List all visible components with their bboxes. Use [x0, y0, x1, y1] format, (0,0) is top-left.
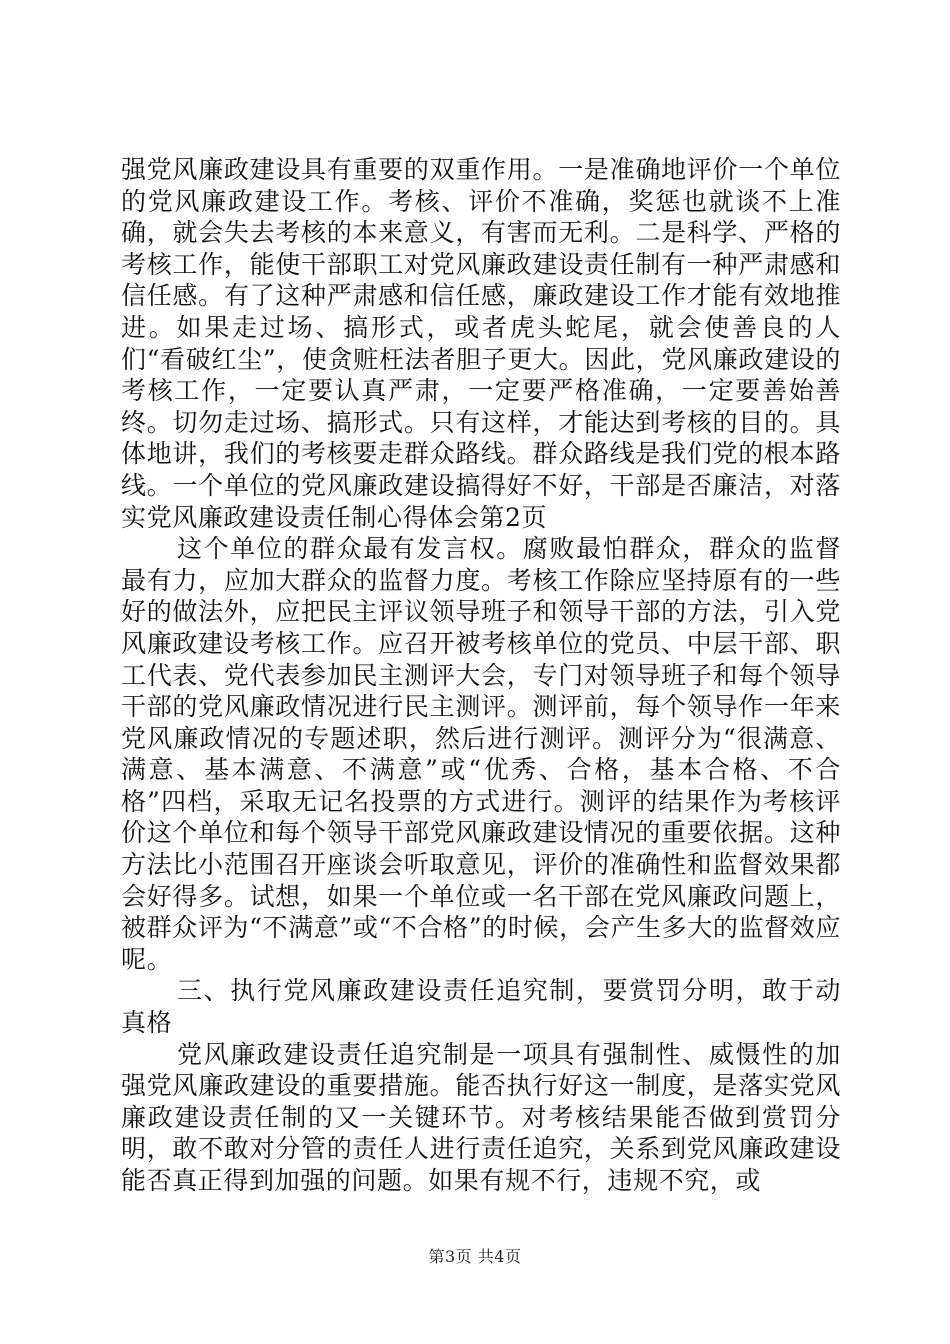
section-heading-three: 三、执行党风廉政建设责任追究制，要赏罚分明，敢于动真格 — [121, 976, 841, 1038]
page-footer: 第3页 共4页 — [428, 1247, 522, 1266]
paragraph-mass-supervision: 这个单位的群众最有发言权。腐败最怕群众，群众的监督最有力，应加大群众的监督力度。考核工作除应坚持原有的一些好的做法外，应把民主评议领导班子和领导干部的方法，引入党风廉政建设考核工作。应召开被考核单位的党员、中层干部、职工代表、党代表参加民主测评大会，专门对领导班子和每个领导干部的党风廉政情况进行民主测评。测评前，每个领导作一年来党风廉政情况的专题述职，然后进行测评。测评分为“很满意、满意、基本满意、不满意”或“优秀、合格，基本合格、不合格”四档，采取无记名投票的方式进行。测评的结果作为考核评价这个单位和每个领导干部党风廉政建设情况的重要依据。这种方法比小范围召开座谈会听取意见，评价的准确性和监督效果都会好得多。试想，如果一个单位或一名干部在党风廉政问题上，被群众评为“不满意”或“不合格”的时候，会产生多大的监督效应呢。 — [121, 534, 841, 974]
document-body — [121, 154, 841, 1197]
paragraph-continuation: 强党风廉政建设具有重要的双重作用。一是准确地评价一个单位的党风廉政建设工作。考核、评价不准确，奖惩也就谈不上准确，就会失去考核的本来意义，有害而无利。二是科学、严格的考核工作，能使干部职工对党风廉政建设责任制有一种严肃感和信任感。有了这种严肃感和信任感，廉政建设工作才能有效地推进。如果走过场、搞形式，或者虎头蛇尾，就会使善良的人们“看破红尘”，使贪赃枉法者胆子更大。因此，党风廉政建设的考核工作，一定要认真严肃，一定要严格准确，一定要善始善终。切勿走过场、搞形式。只有这样，才能达到考核的目的。具体地讲，我们的考核要走群众路线。群众路线是我们党的根本路线。一个单位的党风廉政建设搞得好不好，干部是否廉洁，对落实党风廉政建设责任制心得体会第2页 — [121, 155, 841, 532]
paragraph-accountability: 党风廉政建设责任追究制是一项具有强制性、威慑性的加强党风廉政建设的重要措施。能否执行好这一制度，是落实党风廉政建设责任制的又一关键环节。对考核结果能否做到赏罚分明，敢不敢对分管的责任人进行责任追究，关系到党风廉政建设能否真正得到加强的问题。如果有规不行，违规不究，或 — [121, 1039, 841, 1195]
